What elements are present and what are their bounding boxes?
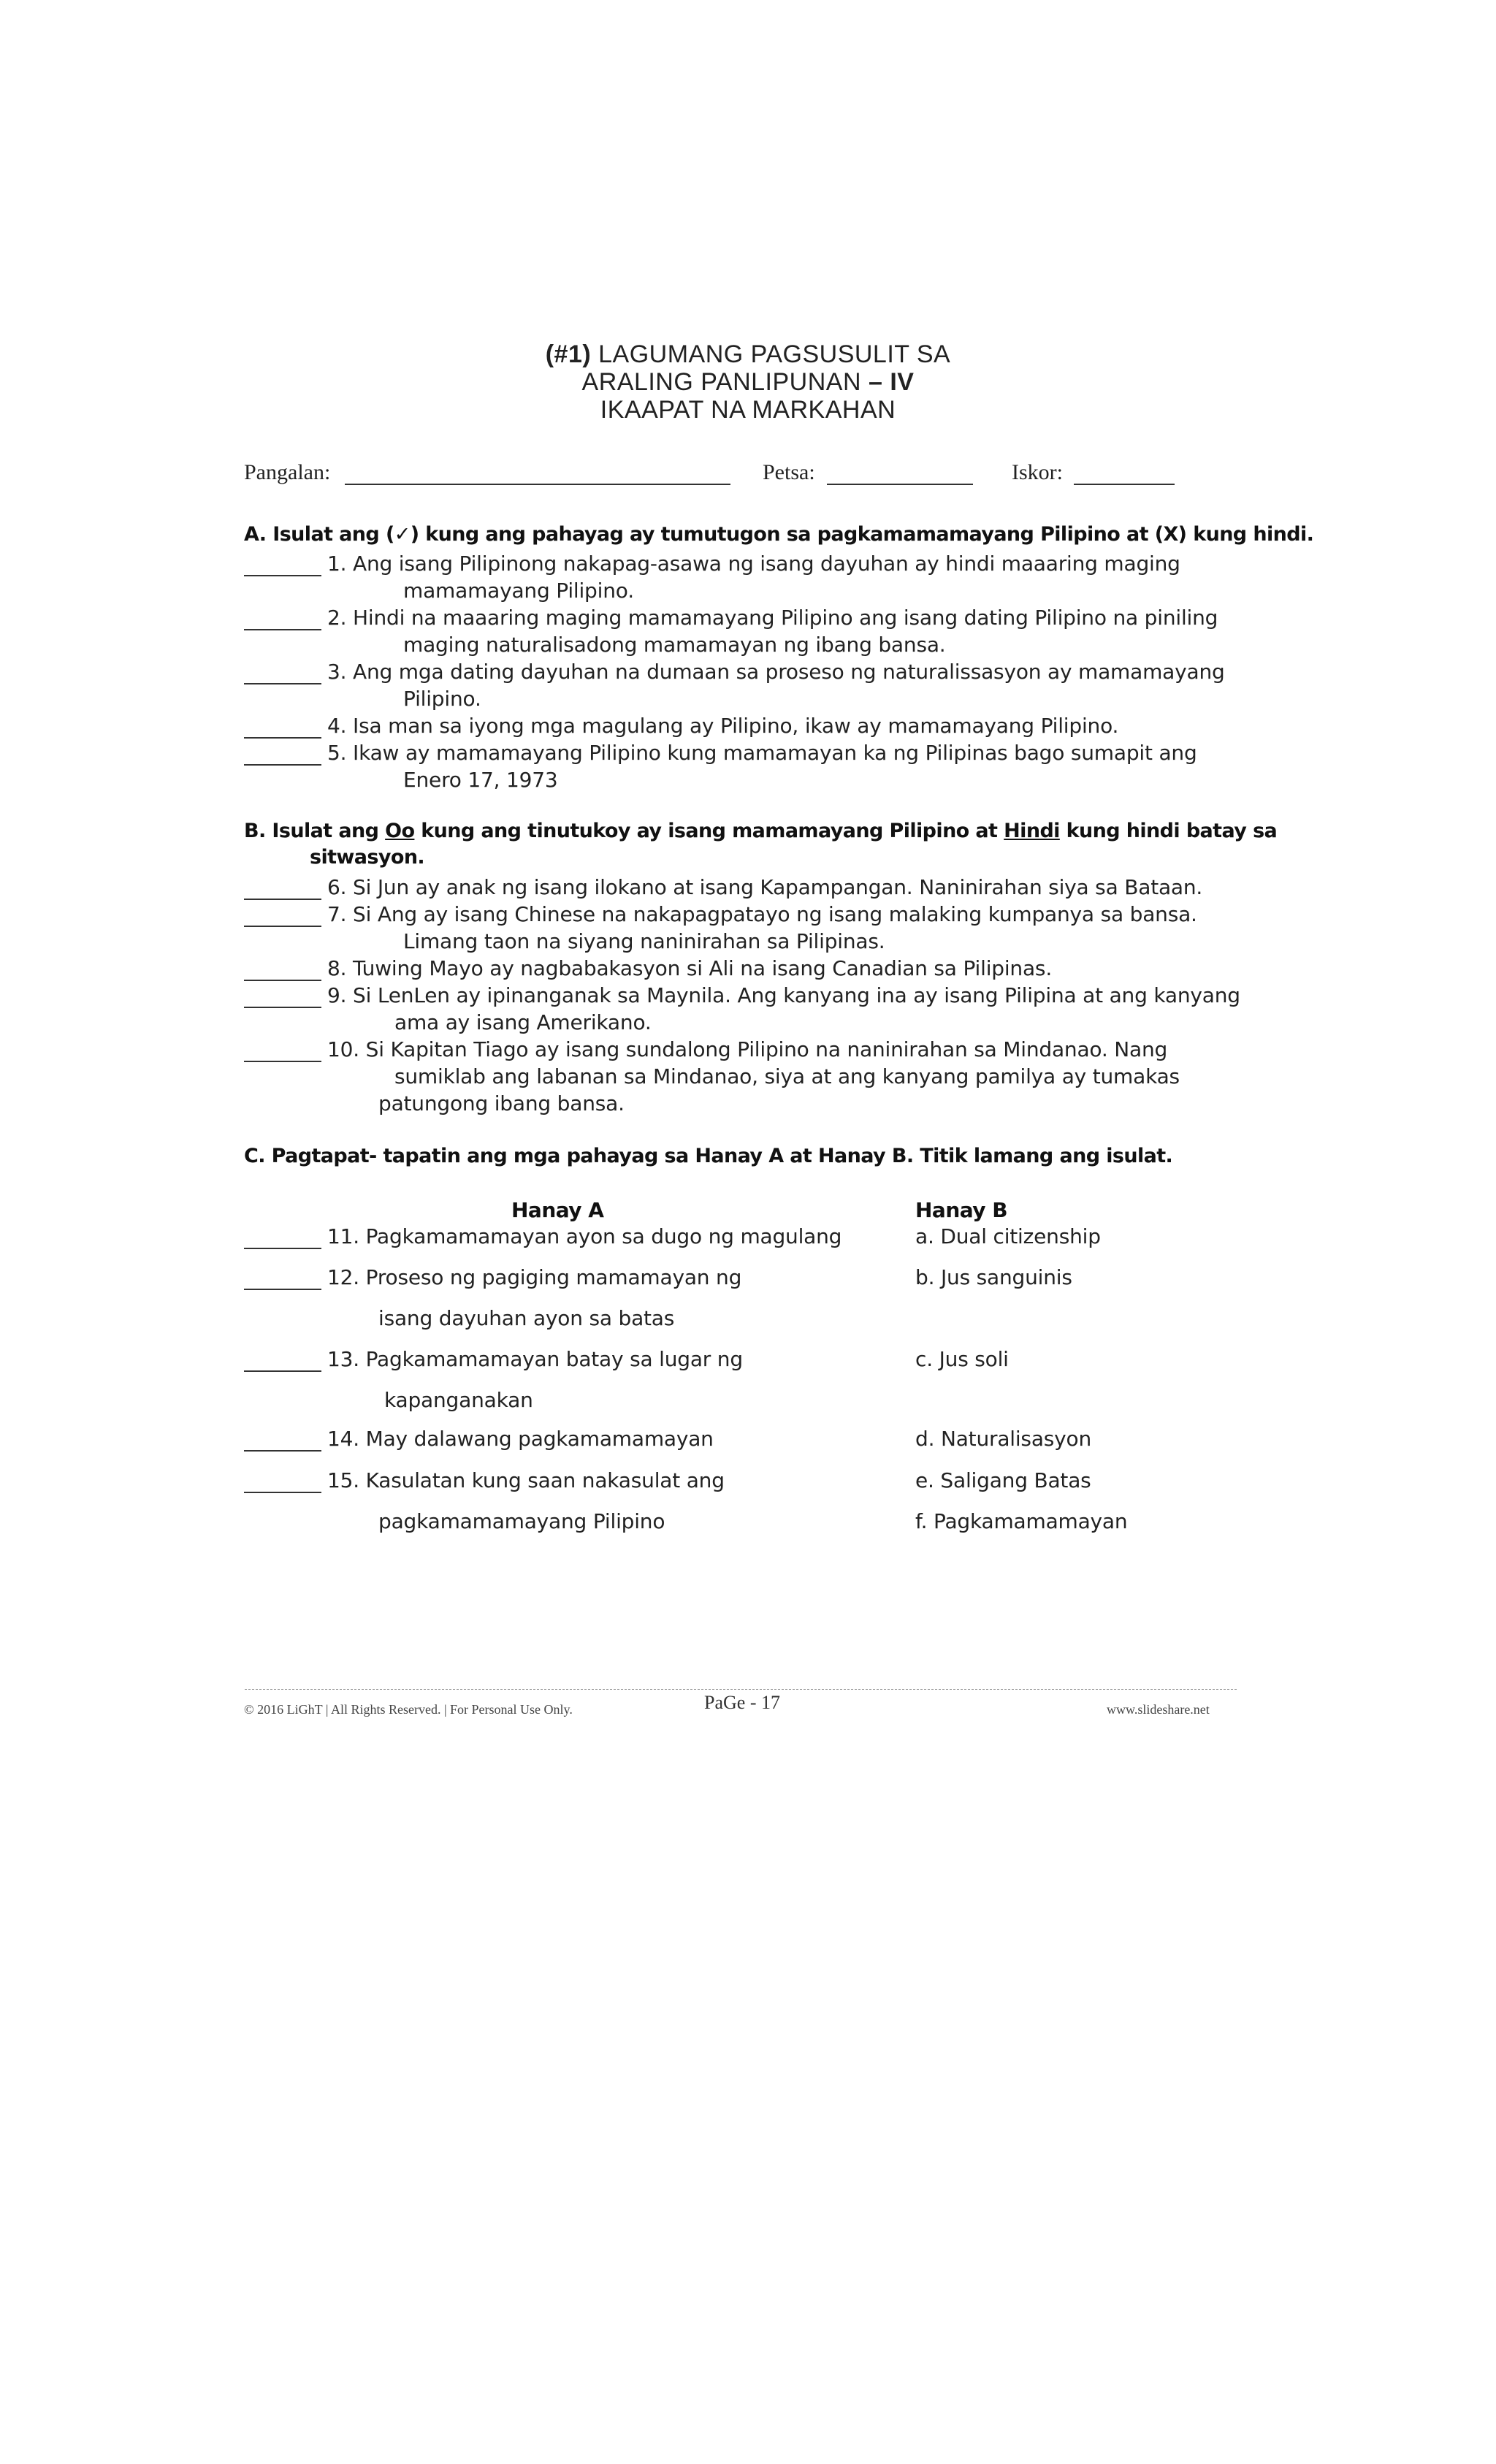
score-label: Iskor: <box>1012 460 1063 484</box>
name-label: Pangalan: <box>244 460 331 484</box>
section-c-heading: C. Pagtapat- tapatin ang mga pahayag sa Hanay A at Hanay B. Titik lamang ang isulat. <box>244 1145 1173 1167</box>
item-8-line-1: 8. Tuwing Mayo ay nagbabakasyon si Ali na isang Canadian sa Pilipinas. <box>327 956 1053 980</box>
item-14-line-1: 14. May dalawang pagkamamamayan <box>327 1427 714 1451</box>
item-1-line-2: mamamayang Pilipino. <box>403 579 634 603</box>
score-blank[interactable] <box>1074 484 1175 485</box>
choice-d: d. Naturalisasyon <box>915 1427 1092 1451</box>
item-6-line-1: 6. Si Jun ay anak ng isang ilokano at isang Kapampangan. Naninirahan siya sa Bataan. <box>327 875 1203 899</box>
footer-rule <box>245 1689 1237 1690</box>
column-b-header: Hanay B <box>915 1198 1008 1222</box>
item-4-line-1: 4. Isa man sa iyong mga magulang ay Pilipino, ikaw ay mamamayang Pilipino. <box>327 714 1119 738</box>
item-7-line-1: 7. Si Ang ay isang Chinese na nakapagpatayo ng isang malaking kumpanya sa bansa. <box>327 902 1197 926</box>
column-a-header: Hanay A <box>511 1198 604 1222</box>
answer-blank-14[interactable] <box>244 1450 321 1452</box>
title-quarter: – IV <box>868 368 915 396</box>
choice-c: c. Jus soli <box>915 1347 1009 1371</box>
section-b-heading-part-1: B. Isulat ang <box>244 820 386 842</box>
answer-blank-9[interactable] <box>244 1007 321 1008</box>
section-b-heading-line-2: sitwasyon. <box>310 846 425 869</box>
item-9-line-2: ama ay isang Amerikano. <box>394 1010 652 1034</box>
answer-blank-10[interactable] <box>244 1061 321 1062</box>
answer-blank-8[interactable] <box>244 980 321 981</box>
name-blank[interactable] <box>345 484 730 485</box>
section-a-heading: A. Isulat ang (✓) kung ang pahayag ay tumutugon sa pagkamamamayang Pilipino at (X) kung hindi. <box>244 523 1314 546</box>
footer-source: www.slideshare.net <box>1107 1702 1210 1717</box>
item-10-line-1: 10. Si Kapitan Tiago ay isang sundalong Pilipino na naninirahan sa Mindanao. Nang <box>327 1037 1168 1061</box>
title-line-3: IKAAPAT NA MARKAHAN <box>600 396 896 424</box>
choice-b: b. Jus sanguinis <box>915 1265 1072 1289</box>
answer-blank-3[interactable] <box>244 683 321 684</box>
date-blank[interactable] <box>827 484 973 485</box>
item-2-line-1: 2. Hindi na maaaring maging mamamayang Pilipino ang isang dating Pilipino na piniling <box>327 606 1218 630</box>
answer-blank-15[interactable] <box>244 1492 321 1493</box>
item-5-line-1: 5. Ikaw ay mamamayang Pilipino kung mamamayan ka ng Pilipinas bago sumapit ang <box>327 741 1197 765</box>
footer-page-number: PaGe - 17 <box>704 1692 780 1713</box>
choice-f: f. Pagkamamamayan <box>915 1509 1128 1533</box>
choice-a: a. Dual citizenship <box>915 1224 1101 1248</box>
title-line-2-text: ARALING PANLIPUNAN <box>581 368 869 396</box>
item-3-line-2: Pilipino. <box>403 687 481 711</box>
answer-blank-6[interactable] <box>244 899 321 900</box>
section-b-heading-part-2: kung ang tinutukoy ay isang mamamayang Pilipino at <box>414 820 1004 842</box>
choice-e: e. Saligang Batas <box>915 1468 1091 1492</box>
item-13-line-1: 13. Pagkamamamayan batay sa lugar ng <box>327 1347 743 1371</box>
item-12-line-1: 12. Proseso ng pagiging mamamayan ng <box>327 1265 742 1289</box>
item-11-line-1: 11. Pagkamamamayan ayon sa dugo ng magulang <box>327 1224 842 1248</box>
item-15-line-2: pagkamamamayang Pilipino <box>378 1509 665 1533</box>
title-number: (#1) <box>545 340 592 368</box>
answer-blank-2[interactable] <box>244 629 321 630</box>
item-1-line-1: 1. Ang isang Pilipinong nakapag-asawa ng isang dayuhan ay hindi maaaring maging <box>327 552 1180 576</box>
section-b-heading <box>244 820 1277 842</box>
item-10-line-3: patungong ibang bansa. <box>378 1091 625 1115</box>
footer-copyright: © 2016 LiGhT | All Rights Reserved. | For Personal Use Only. <box>244 1702 573 1717</box>
section-b-heading-oo: Oo <box>385 820 415 842</box>
answer-blank-11[interactable] <box>244 1248 321 1249</box>
item-15-line-1: 15. Kasulatan kung saan nakasulat ang <box>327 1468 725 1492</box>
item-7-line-2: Limang taon na siyang naninirahan sa Pilipinas. <box>403 929 885 953</box>
answer-blank-12[interactable] <box>244 1289 321 1290</box>
item-5-line-2: Enero 17, 1973 <box>403 768 558 792</box>
title-line-2 <box>0 368 1496 397</box>
section-b-heading-part-3: kung hindi batay sa <box>1059 820 1278 842</box>
answer-blank-1[interactable] <box>244 575 321 576</box>
answer-blank-7[interactable] <box>244 926 321 927</box>
title-line-1 <box>0 340 1496 369</box>
item-10-line-2: sumiklab ang labanan sa Mindanao, siya at ang kanyang pamilya ay tumakas <box>394 1064 1180 1088</box>
date-label: Petsa: <box>763 460 815 484</box>
answer-blank-5[interactable] <box>244 764 321 766</box>
item-9-line-1: 9. Si LenLen ay ipinanganak sa Maynila. Ang kanyang ina ay isang Pilipina at ang kanyang <box>327 983 1240 1007</box>
answer-blank-13[interactable] <box>244 1370 321 1372</box>
section-b-heading-hindi: Hindi <box>1004 820 1060 842</box>
title-line-1-text: LAGUMANG PAGSUSULIT SA <box>591 340 951 368</box>
item-12-line-2: isang dayuhan ayon sa batas <box>378 1306 675 1330</box>
item-3-line-1: 3. Ang mga dating dayuhan na dumaan sa proseso ng naturalissasyon ay mamamayang <box>327 660 1225 684</box>
item-2-line-2: maging naturalisadong mamamayan ng ibang bansa. <box>403 633 946 657</box>
answer-blank-4[interactable] <box>244 737 321 739</box>
item-13-line-2: kapanganakan <box>384 1388 533 1412</box>
